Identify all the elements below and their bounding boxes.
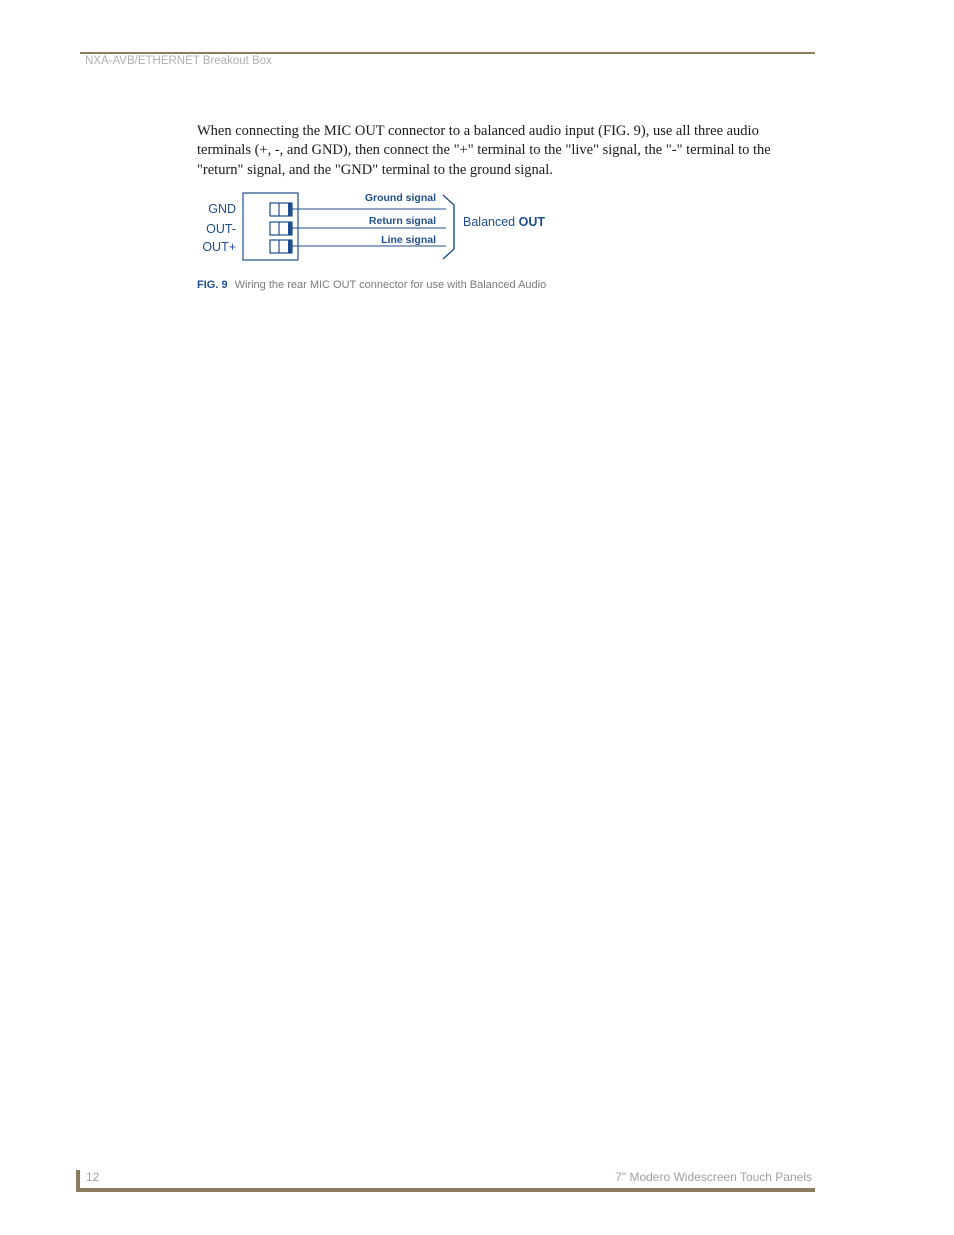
- terminal-gnd: [270, 203, 292, 216]
- figure-caption: [197, 279, 546, 291]
- signal-bracket: [443, 195, 454, 259]
- running-header: NXA-AVB/ETHERNET Breakout Box: [85, 55, 272, 67]
- figure-caption-text: Wiring the rear MIC OUT connector for use with Balanced Audio: [234, 279, 547, 291]
- wiring-diagram-svg: [190, 185, 570, 270]
- figure-number: FIG. 9: [197, 279, 228, 291]
- signal-label-line: Line signal: [381, 234, 436, 246]
- terminal-label-gnd: GND: [208, 202, 236, 216]
- signal-label-return: Return signal: [368, 215, 436, 227]
- balanced-out-strong: OUT: [518, 215, 545, 229]
- footer-rule: [76, 1188, 815, 1192]
- page-number: 12: [86, 1170, 100, 1184]
- balanced-out-label: [463, 215, 545, 229]
- terminal-label-out-plus: OUT+: [202, 240, 236, 254]
- signal-label-ground: Ground signal: [364, 192, 436, 204]
- terminal-out-plus: [270, 240, 292, 253]
- terminal-label-out-minus: OUT-: [206, 222, 236, 236]
- balanced-out-prefix: Balanced: [463, 215, 516, 229]
- body-paragraph: When connecting the MIC OUT connector to a balanced audio input (FIG. 9), use all three audio terminals (+, -, and GND), then connect the "+" terminal to the "live" signal, the "-" terminal to the "return" signal, and the "GND" terminal to the ground signal.: [197, 122, 771, 178]
- terminal-out-minus: [270, 222, 292, 235]
- running-footer: 7" Modero Widescreen Touch Panels: [615, 1170, 812, 1184]
- header-rule: [80, 52, 815, 54]
- wiring-diagram: [190, 185, 570, 270]
